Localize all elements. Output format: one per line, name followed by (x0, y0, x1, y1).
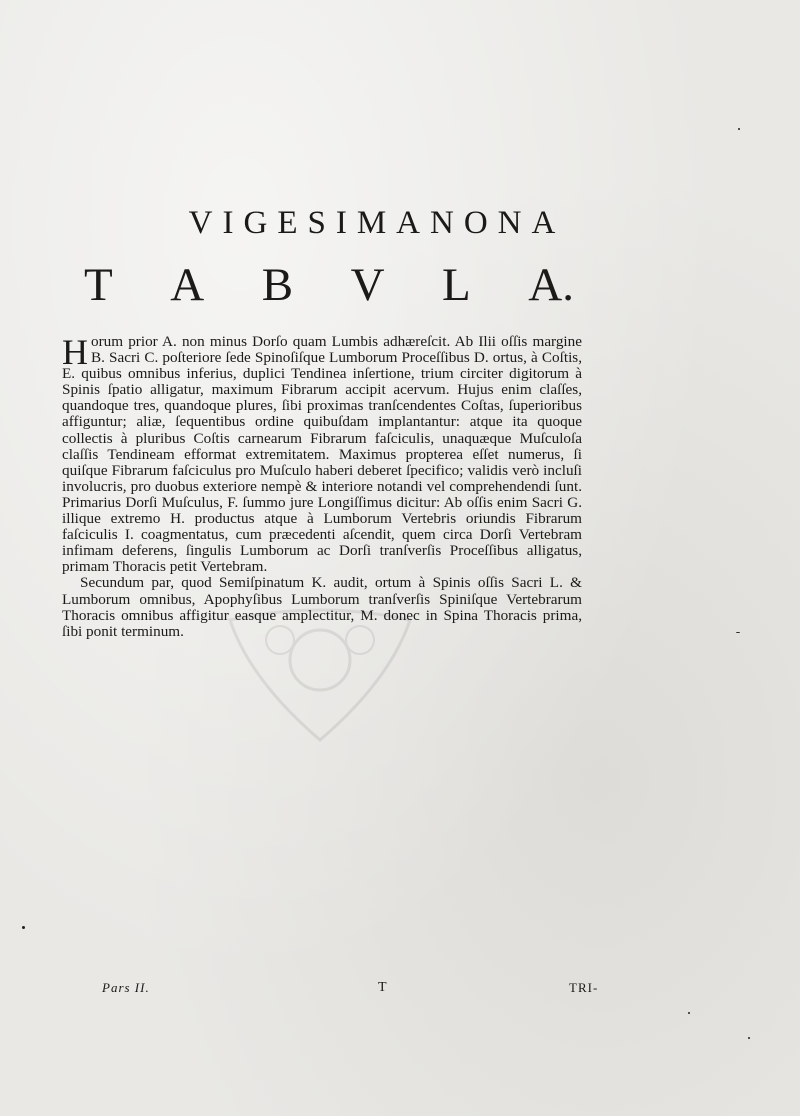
paragraph-1 (62, 334, 582, 575)
heading-letter-a: A (170, 259, 205, 311)
heading-letter-v: V (350, 259, 385, 311)
paper-speck (688, 1012, 690, 1014)
heading-line-2 (84, 258, 574, 312)
paper-speck (736, 632, 740, 633)
paper-speck (748, 1037, 750, 1039)
paragraph-2: Secundum par, quod Semiſpinatum K. audit, ortum à Spinis oſſis Sacri L. & Lumborum omnibus, Apophyſibus Lumborum tranſverſis Spiniſque Vertebrarum Thoracis omnibus affigitur easque amplectitur, M. donec in Spina Thoracis prima, ſibi ponit terminum. (62, 574, 582, 640)
drop-cap: H (62, 332, 88, 372)
heading-letter-t: T (84, 259, 113, 311)
heading-letter-a-period: A. (528, 259, 574, 311)
heading-letter-l: L (442, 259, 471, 311)
footer-catchword: TRI- (569, 980, 599, 995)
footer-part-label: Pars II. (102, 980, 150, 995)
footer-signature-mark: T (378, 980, 387, 995)
paper-speck (738, 128, 740, 130)
paragraph-1-text: orum prior A. non minus Dorſo quam Lumbis adhæreſcit. Ab Ilii oſſis margine B. Sacri C. poſteriore ſede Spinoſiſque Lumborum Proceſſibus D. ortus, à Coſtis, E. quibus omnibus inferius, duplici Tendinea inſertione, trium circiter digitorum à Spinis ſpatio alligatur, maximum Fibrarum accipit acervum. Hujus enim claſſes, quandoque tres, quandoque plures, ſibi proximas tranſcendentes Coſtas, ſuperioribus affiguntur; aliæ, ſequentibus ordine quibuſdam implantantur: atque ita quoque collectis à pluribus Coſtis carnearum Fibrarum faſciculis, unaquæque Muſculoſa claſſis Tendineam efformat extremitatem. Maximus propterea eſſet numerus, ſi quiſque Fibrarum faſciculus pro Muſculo haberi deberet ſpecifico; validis verò incluſi involucris, pro duobus exteriore nempè & interiore notandi vel comprehendendi ſunt. Primarius Dorſi Muſculus, F. ſummo jure Longiſſimus dicitur: Ab oſſis enim Sacri G. illique extremo H. productus atque à Lumborum Vertebris oriundis Fibrarum faſciculis I. coagmentatus, cum præcedenti aſcendit, quem circa Dorſi Vertebram infimam deferens, ſingulis Lumborum ac Dorſi tranſverſis Proceſſibus alligatus, primam Thoracis petit Vertebram. (62, 333, 582, 576)
heading-letter-b: B (261, 259, 294, 311)
heading-line-1: VIGESIMANONA (188, 205, 566, 241)
paper-speck (22, 926, 25, 929)
body-text (62, 334, 582, 640)
